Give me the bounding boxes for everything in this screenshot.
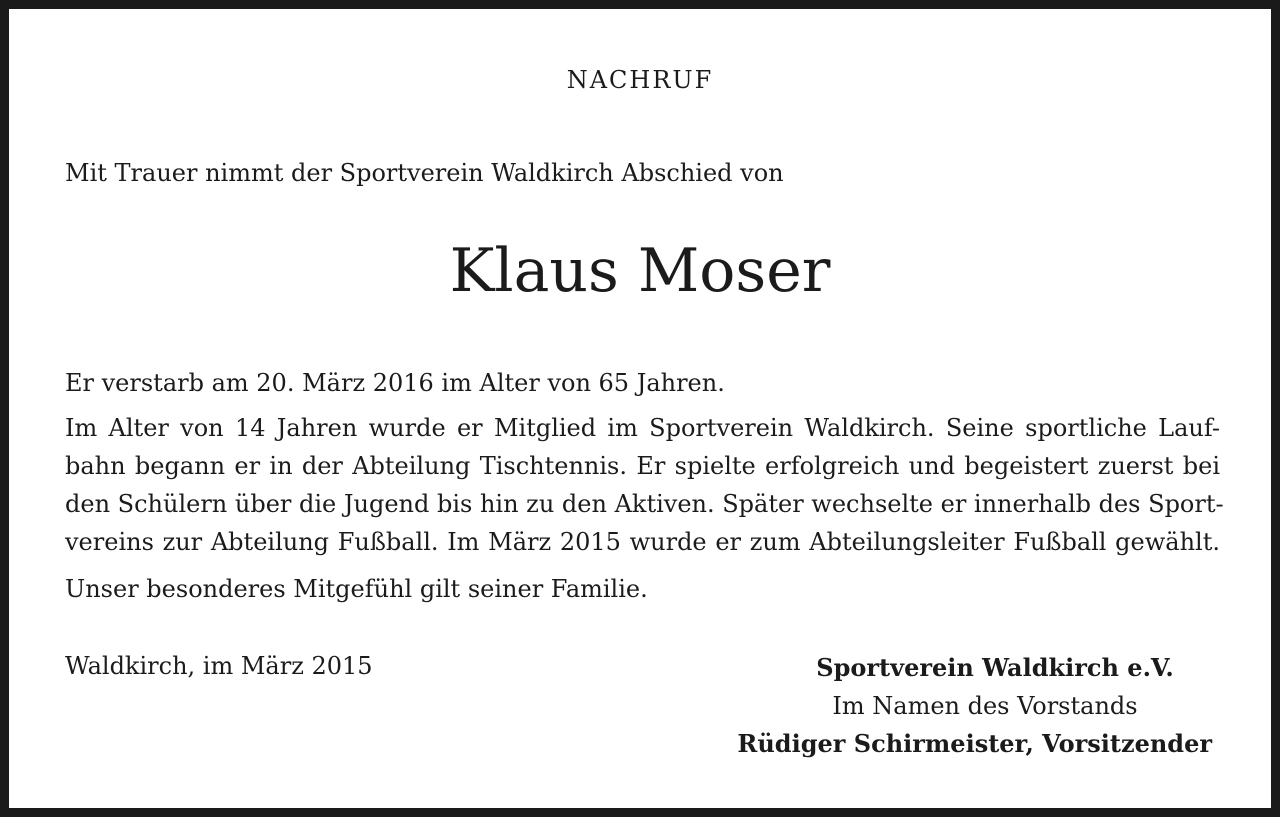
signature-organization: Sportverein Waldkirch e.V.	[816, 653, 1174, 682]
intro-text: Mit Trauer nimmt der Sportverein Waldkirch Abschied von	[65, 159, 784, 187]
biography-paragraph	[65, 409, 1224, 561]
biography-line: bahn begann er in der Abteilung Tischtennis. Er spielte erfolgreich und begeistert zuerst bei	[65, 452, 1220, 480]
place-and-date: Waldkirch, im März 2015	[65, 652, 373, 680]
death-statement: Er verstarb am 20. März 2016 im Alter von 65 Jahren.	[65, 369, 725, 397]
signature-block	[732, 649, 1212, 763]
biography-line: den Schülern über die Jugend bis hin zu den Aktiven. Später wechselte er innerhalb des Sport-	[65, 490, 1224, 518]
deceased-name: Klaus Moser	[449, 236, 831, 306]
notice-heading: NACHRUF	[566, 66, 714, 94]
signature-on-behalf: Im Namen des Vorstands	[832, 692, 1138, 720]
signature-signer: Rüdiger Schirmeister, Vorsitzender	[737, 729, 1212, 758]
biography-line: Im Alter von 14 Jahren wurde er Mitglied im Sportverein Waldkirch. Seine sportliche Lauf-	[65, 414, 1220, 442]
condolence-text: Unser besonderes Mitgefühl gilt seiner Familie.	[65, 575, 648, 603]
biography-line: vereins zur Abteilung Fußball. Im März 2015 wurde er zum Abteilungsleiter Fußball gewählt.	[65, 528, 1220, 556]
